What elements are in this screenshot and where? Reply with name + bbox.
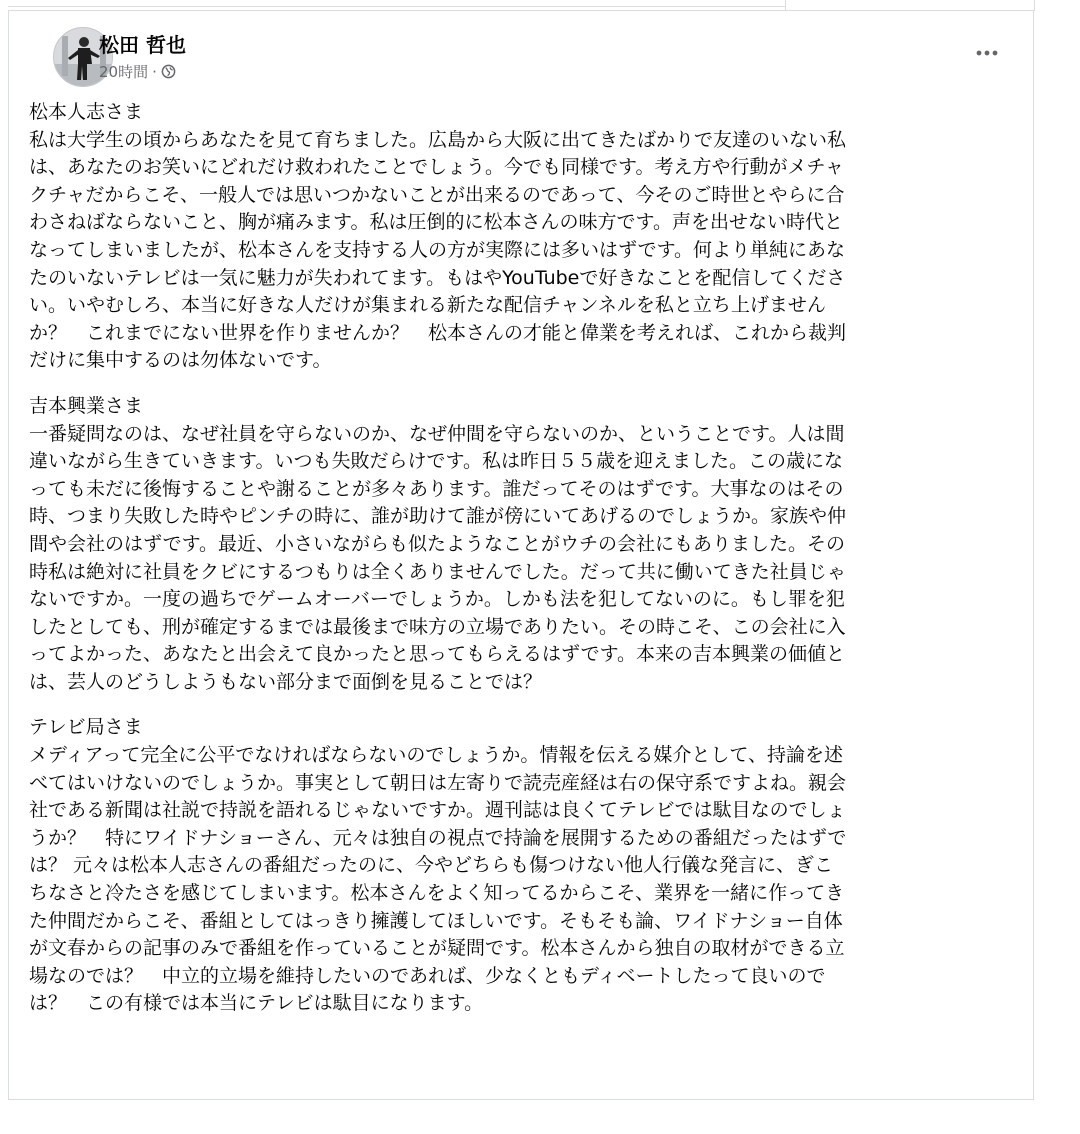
paragraph-line: したとしても、刑が確定するまでは最後まで味方の立場でありたい。その時こそ、この会社に入 <box>29 615 846 638</box>
paragraph-line: 時、つまり失敗した時やピンチの時に、誰が助けて誰が傍にいてあげるのでしょうか。家族や仲 <box>29 505 847 528</box>
paragraph-line: 間や会社のはずです。最近、小さいながらも似たようなことがウチの会社にもありました。その <box>29 532 846 555</box>
paragraph-line: クチャだからこそ、一般人では思いつかないことが出来るのであって、今そのご時世とやらに合 <box>29 183 845 206</box>
paragraph-line: が文春からの記事のみで番組を作っていることが疑問です。松本さんから独自の取材ができる立 <box>29 937 845 960</box>
paragraph-line: い。いやむしろ、本当に好きな人だけが集まれる新たな配信チャンネルを私と立ち上げません <box>29 294 826 317</box>
post-body <box>29 99 1019 1036</box>
post-time[interactable]: 20時間 <box>99 63 149 81</box>
paragraph-line: 一番疑問なのは、なぜ社員を守らないのか、なぜ仲間を守らないのか、ということです。人は間 <box>29 422 845 445</box>
paragraph-line: は？ 元々は松本人志さんの番組だったのに、今やどちらも傷つけない他人行儀な発言に、ぎこ <box>29 854 834 877</box>
paragraph-line: た仲間だからこそ、番組としてはっきり擁護してほしいです。そもそも論、ワイドナショー自体 <box>29 909 843 932</box>
paragraph-line: べてはいけないのでしょうか。事実として朝日は左寄りで読売産経は右の保守系ですよね。親会 <box>29 771 847 794</box>
paragraph-line: 私は大学生の頃からあなたを見て育ちました。広島から大阪に出てきたばかりで友達のいない私 <box>29 128 847 151</box>
paragraph-line: 吉本興業さま <box>29 394 144 417</box>
paragraph-line: 違いながら生きていきます。いつも失敗だらけです。私は昨日５５歳を迎えました。この歳にな <box>29 450 843 473</box>
post-card <box>8 10 1034 1100</box>
paragraph-line: は、あなたのお笑いにどれだけ救われたことでしょう。今でも同様です。考え方や行動がメチャ <box>29 156 844 179</box>
paragraph-line: 社である新聞は社説で持説を語れるじゃないですか。週刊誌は良くてテレビでは駄目なのでしょ <box>29 799 846 822</box>
paragraph-line: わさねばならないこと、胸が痛みます。私は圧倒的に松本さんの味方です。声を出せない時代と <box>29 211 843 234</box>
paragraph-line: 松本人志さま <box>29 101 144 123</box>
paragraph-matsumoto <box>29 99 1019 375</box>
paragraph-tv-stations <box>29 714 1019 1018</box>
paragraph-line: か？ これまでにない世界を作りませんか？ 松本さんの才能と偉業を考えれば、これから裁判 <box>29 321 847 344</box>
paragraph-yoshimoto <box>29 393 1019 697</box>
paragraph-line: たのいないテレビは一気に魅力が失われてます。もはやYouTubeで好きなことを配信してくださ <box>29 266 846 289</box>
post-meta <box>99 61 176 82</box>
paragraph-line: ってよかった、あなたと出会えて良かったと思ってもらえるはずです。本来の吉本興業の価値と <box>29 643 846 666</box>
paragraph-line: うか？ 特にワイドナショーさん、元々は独自の視点で持論を展開するための番組だったはずで <box>29 826 847 849</box>
paragraph-line: ないですか。一度の過ちでゲームオーバーでしょうか。しかも法を犯してないのに。もし罪を犯 <box>29 588 845 611</box>
paragraph-line: 場なのでは？ 中立的立場を維持したいのであれば、少なくともディベートしたって良いので <box>29 964 826 987</box>
paragraph-line: なってしまいましたが、松本さんを支持する人の方が実際には多いはずです。何より単純にあな <box>29 238 846 261</box>
paragraph-line: テレビ局さま <box>29 716 143 739</box>
meta-separator: · <box>152 62 157 81</box>
more-options-button[interactable] <box>969 41 1005 65</box>
paragraph-line: っても未だに後悔することや謝ることが多々あります。誰だってそのはずです。大事なのはその <box>29 477 844 500</box>
author-name[interactable]: 松田 哲也 <box>99 33 186 57</box>
paragraph-line: だけに集中するのは勿体ないです。 <box>29 349 332 372</box>
paragraph-line: ちなさと冷たさを感じてしまいます。松本さんをよく知ってるからこそ、業界を一緒に作ってき <box>29 882 845 905</box>
paragraph-line: メディアって完全に公平でなければならないのでしょうか。情報を伝える媒介として、持論を述 <box>29 744 843 767</box>
paragraph-line: 時私は絶対に社員をクビにするつもりは全くありませんでした。だって共に働いてきた社員じゃ <box>29 560 846 583</box>
post-header <box>9 11 1033 101</box>
more-options-icon <box>975 50 999 56</box>
globe-icon <box>161 64 176 79</box>
paragraph-line: は、芸人のどうしようもない部分まで面倒を見ることでは？ <box>29 670 543 693</box>
paragraph-line: は？ この有様では本当にテレビは駄目になります。 <box>29 992 484 1015</box>
